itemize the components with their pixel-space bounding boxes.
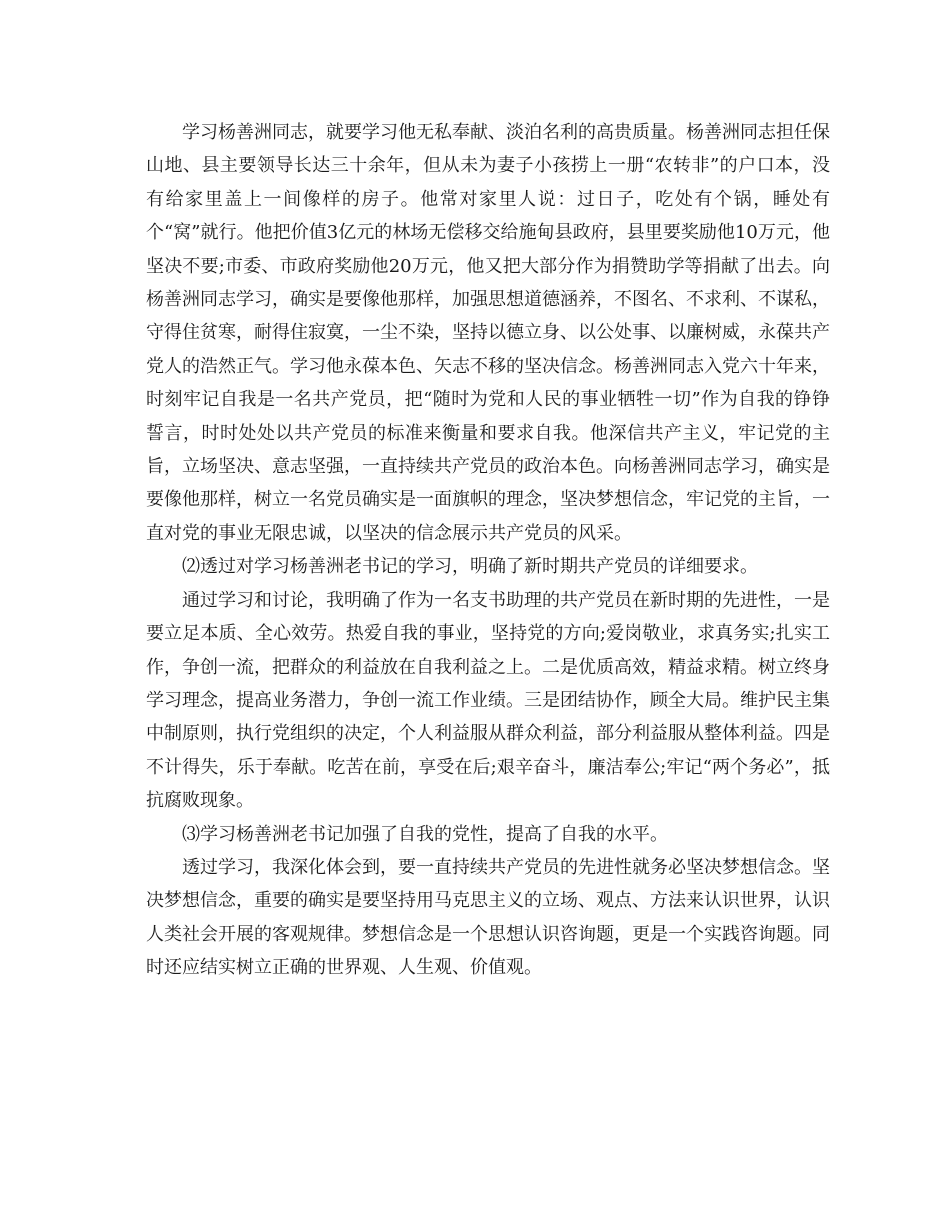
paragraph-3: 通过学习和讨论，我明确了作为一名支书助理的共产党员在新时期的先进性，一是要立足本质、全心效劳。热爱自我的事业，坚持党的方向;爱岗敬业，求真务实;扎实工作，争创一流，把群众的利益放在自我利益之上。二是优质高效，精益求精。树立终身学习理念，提高业务潜力，争创一流工作业绩。三是团结协作，顾全大局。维护民主集中制原则，执行党组织的决定，个人利益服从群众利益，部分利益服从整体利益。四是不计得失，乐于奉献。吃苦在前，享受在后;艰辛奋斗，廉洁奉公;牢记“两个务必”，抵抗腐败现象。 bbox=[146, 589, 830, 812]
document-body bbox=[146, 116, 830, 985]
paragraph-5: 透过学习，我深化体会到，要一直持续共产党员的先进性就务必坚决梦想信念。坚决梦想信念，重要的确实是要坚持用马克思主义的立场、观点、方法来认识世界，认识人类社会开展的客观规律。梦想信念是一个思想认识咨询题，更是一个实践咨询题。同时还应结实树立正确的世界观、人生观、价值观。 bbox=[146, 856, 830, 979]
paragraph-4-heading: ⑶学习杨善洲老书记加强了自我的党性，提高了自我的水平。 bbox=[182, 823, 668, 845]
paragraph-1: 学习杨善洲同志，就要学习他无私奉献、淡泊名利的高贵质量。杨善洲同志担任保山地、县主要领导长达三十余年，但从未为妻子小孩捞上一册“农转非”的户口本，没有给家里盖上一间像样的房子。他常对家里人说：过日子，吃处有个锅，睡处有个“窝”就行。他把价值3亿元的林场无偿移交给施甸县政府，县里要奖励他10万元，他坚决不要;市委、市政府奖励他20万元，他又把大部分作为捐赞助学等捐献了出去。向杨善洲同志学习，确实是要像他那样，加强思想道德涵养，不图名、不求利、不谋私，守得住贫寒，耐得住寂寞，一尘不染，坚持以德立身、以公处事、以廉树威，永葆共产党人的浩然正气。学习他永葆本色、矢志不移的坚决信念。杨善洲同志入党六十年来，时刻牢记自我是一名共产党员，把“随时为党和人民的事业牺牲一切”作为自我的铮铮誓言，时时处处以共产党员的标准来衡量和要求自我。他深信共产主义，牢记党的主旨，立场坚决、意志坚强，一直持续共产党员的政治本色。向杨善洲同志学习，确实是要像他那样，树立一名党员确实是一面旗帜的理念，坚决梦想信念，牢记党的主旨，一直对党的事业无限忠诚，以坚决的信念展示共产党员的风采。 bbox=[146, 122, 830, 544]
paragraph-2-heading: ⑵透过对学习杨善洲老书记的学习，明确了新时期共产党员的详细要求。 bbox=[182, 556, 758, 578]
